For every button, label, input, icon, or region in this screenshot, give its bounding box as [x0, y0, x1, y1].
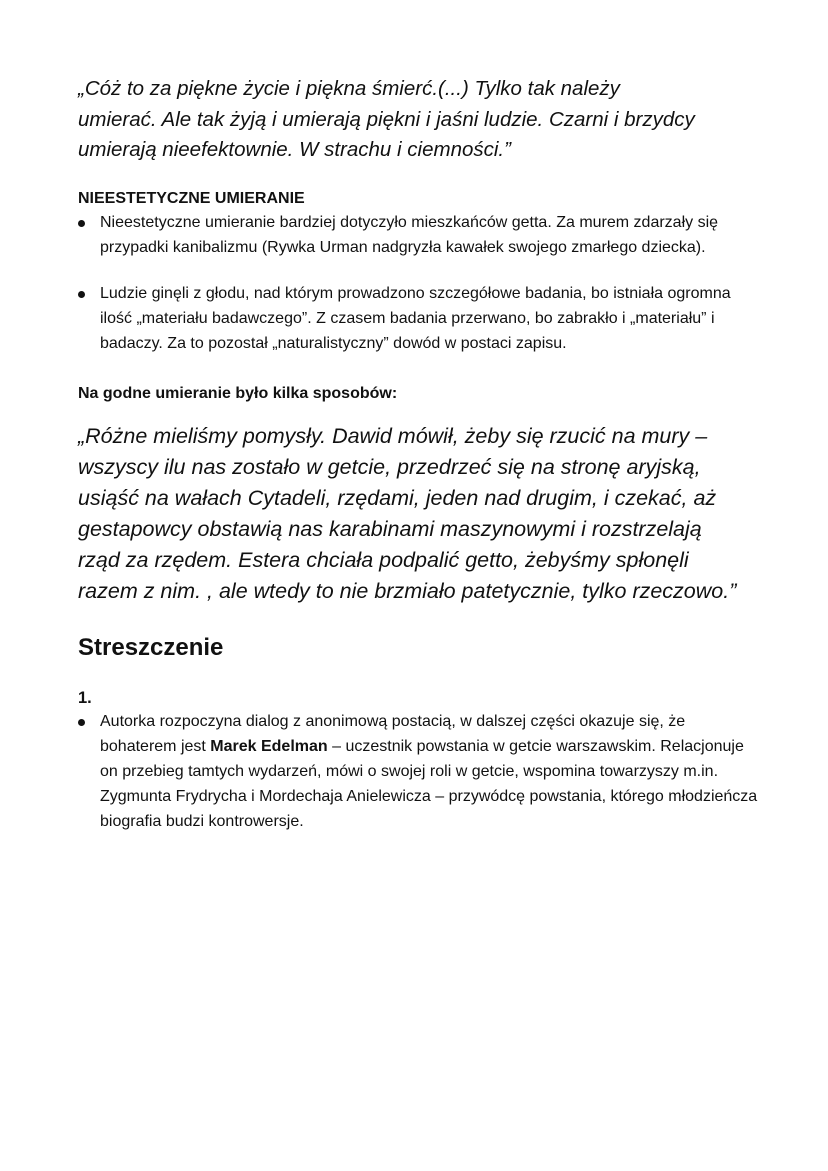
- summary-text-after: – uczestnik powstania w getcie warszawskim. Relacjonuje on przebieg tamtych wydarzeń, mówi o swojej roli w getcie, wspomina towarzyszy m.in. Zygmunta Frydrycha i Mordechaja Anielewicza – przywódcę powstania, którego młodzieńcza biografia budzi kontrowersje.: [100, 737, 758, 830]
- edelman-quote: „Różne mieliśmy pomysły. Dawid mówił, żeby się rzucić na mury – wszyscy ilu nas zostało w getcie, przedrzeć się na stronę aryjską, usiąść na wałach Cytadeli, rzędami, jeden nad drugim, i czekać, aż gestapowcy obstawią nas karabinami maszynowymi i rozstrzelają rząd za rzędem. Estera chciała podpalić getto, żebyśmy spłonęli razem z nim. , ale wtedy to nie brzmiało patetycznie, tylko rzeczowo.”: [78, 423, 737, 603]
- section-heading-godne-umieranie: Na godne umieranie było kilka sposobów:: [78, 384, 398, 402]
- list-item-text: Nieestetyczne umieranie bardziej dotyczyło mieszkańców getta. Za murem zdarzały się przypadki kanibalizmu (Rywka Urman nadgryzła kawałek swojego zmarłego dziecka).: [100, 213, 719, 256]
- opening-quote: „Cóż to za piękne życie i piękna śmierć.(...) Tylko tak należy umierać. Ale tak żyją i umierają piękni i jaśni ludzie. Czarni i brzydcy umierają nieefektownie. W strachu i ciemności.”: [78, 77, 695, 161]
- bullet-icon: [78, 220, 85, 227]
- bullet-list-summary: [78, 709, 758, 834]
- summary-text-before: Autorka rozpoczyna dialog z anonimową postacią, w dalszej części okazuje się, że bohaterem jest: [100, 712, 686, 755]
- list-item: [78, 210, 758, 260]
- summary-title: Streszczenie: [78, 633, 224, 661]
- document-page: [78, 74, 758, 834]
- bullet-list-nieestetyczne: [78, 210, 758, 356]
- list-item-text: Ludzie ginęli z głodu, nad którym prowadzono szczegółowe badania, bo istniała ogromna ilość „materiału badawczego”. Z czasem badania przerwano, bo zabrakło i „materiału” i badaczy. Za to pozostał „naturalistyczny” dowód w postaci zapisu.: [100, 284, 731, 352]
- bullet-icon: [78, 719, 85, 726]
- list-item: [78, 709, 758, 834]
- marek-edelman-name: Marek Edelman: [210, 737, 328, 755]
- bullet-icon: [78, 291, 85, 298]
- section-heading-nieestetyczne: NIEESTETYCZNE UMIERANIE: [78, 189, 305, 207]
- summary-item-number: 1.: [78, 688, 92, 707]
- list-item: [78, 281, 758, 356]
